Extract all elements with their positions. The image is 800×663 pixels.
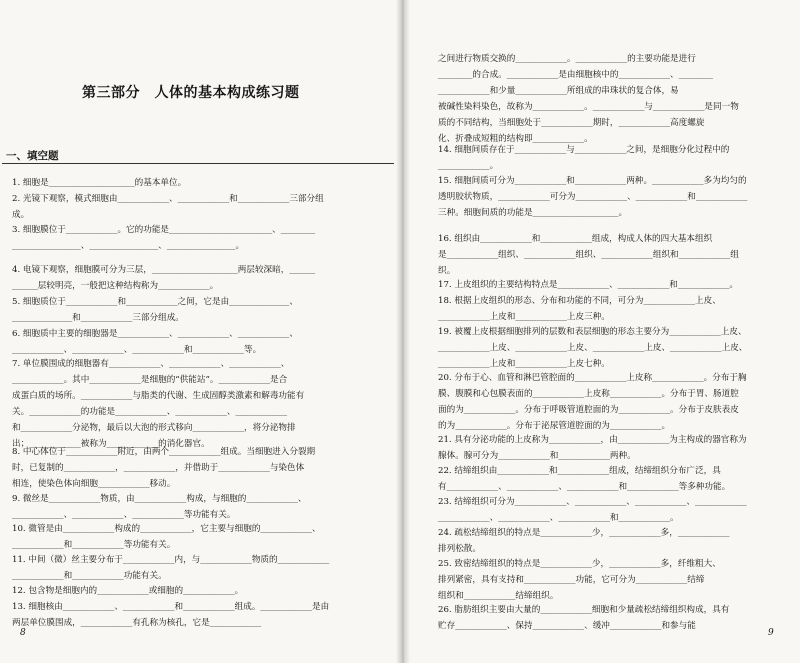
question-line: 成。 [12, 210, 30, 220]
question-line: 腺体。腺可分为____________和____________两种。 [438, 451, 636, 461]
heading-rule [2, 163, 394, 164]
question-item [438, 51, 739, 147]
question-line: 18. 根据上皮组织的形态、分布和功能的不同，可分为____________上皮、 [438, 296, 721, 306]
question-item [438, 231, 739, 279]
question-line: 3. 细胞膜位于____________。它的功能是________________________、________ [12, 225, 316, 235]
question-line: 之间进行物质交换的____________。____________的主要功能是进行 [438, 54, 696, 64]
question-line: 质的不同结构，当细胞处于____________期时，____________高度螺旋 [438, 118, 705, 128]
question-item [438, 556, 721, 604]
question-item [12, 326, 298, 358]
question-line: 8. 中心体位于____________附近，由两个____________组成。当细胞进入分裂期 [12, 447, 316, 457]
question-line: 24. 疏松结缔组织的特点是____________少，____________多，____________ [438, 528, 730, 538]
question-line: ________________、________________、________________。 [12, 241, 245, 251]
question-line: 2. 光镜下观察，模式细胞由____________、____________和____________三部分组 [12, 194, 324, 204]
question-line: 14. 细胞间质存在于____________与____________之间，是细胞分化过程中的 [438, 145, 730, 155]
question-line: 化、折叠成短粗的结构即____________。 [438, 134, 593, 144]
question-line: 贮存____________、保持____________、缓冲____________和参与能 [438, 621, 696, 631]
question-item [438, 602, 729, 634]
question-line: 关。____________的功能是____________、____________、____________ [12, 407, 288, 417]
question-line: 膜、腹膜和心包膜表面的____________上皮称____________。分布于胃、肠道腔 [438, 389, 739, 399]
question-line: 出；____________被称为____________的消化器官。 [12, 439, 210, 449]
question-line: 排列松散。 [438, 544, 481, 554]
question-line: 10. 微管是由____________构成的____________，它主要与细胞的____________、 [12, 524, 321, 534]
question-line: ____________。其中____________是细胞的“供能站”。____________是合 [12, 375, 288, 385]
question-line: 和____________分泌物，最后以大泡的形式移向____________，将分泌物排 [12, 423, 296, 433]
question-line: 17. 上皮组织的主要结构特点是____________、____________和____________。 [438, 280, 738, 290]
question-line: 组织和____________结缔组织。 [438, 591, 559, 601]
question-item [12, 583, 243, 599]
question-line: 排列紧密，具有支持和____________功能，它可分为____________结缔 [438, 575, 705, 585]
question-line: 25. 致密结缔组织的特点是____________少，____________多，纤维粗大、 [438, 559, 721, 569]
question-line: 透明胶状物质，____________可分为____________、____________和____________ [438, 192, 748, 202]
right-page [404, 0, 800, 663]
question-line: 11. 中间（微）丝主要分布于____________内，与____________物质的____________ [12, 555, 330, 565]
question-item [12, 262, 315, 294]
question-line: 7. 单位膜围成的细胞器有____________、____________、____________、 [12, 359, 290, 369]
question-line: 15. 细胞间质可分为____________和____________两种。____________多为均匀的 [438, 176, 747, 186]
question-line: ____________和____________功能有关。 [12, 571, 167, 581]
question-item [438, 370, 747, 434]
question-line: ____________。 [438, 161, 499, 171]
book-spine [396, 0, 410, 663]
question-line: 相连，使染色体向细胞____________移动。 [12, 479, 176, 489]
question-line: 23. 结缔组织可分为____________、____________、____________、____________ [438, 497, 747, 507]
question-item [12, 552, 329, 584]
question-item [12, 491, 307, 523]
question-item [12, 222, 315, 254]
question-line: ____________上皮和____________上皮三种。 [438, 312, 610, 322]
question-line: 1. 细胞是____________________的基本单位。 [12, 178, 187, 188]
question-line: 13. 细胞核由____________、____________和____________组成。____________是由 [12, 602, 330, 612]
question-item [12, 356, 304, 452]
question-line: 4. 电镜下观察，细胞膜可分为三层，____________________两层较深暗，______ [12, 265, 316, 275]
question-line: ______________和____________三部分组成。 [12, 313, 184, 323]
question-item [12, 191, 324, 223]
question-line: 被碱性染料染色，故称为____________。____________与____________是同一物 [438, 102, 739, 112]
question-line: ________的合成。____________是由细胞核中的____________、________ [438, 70, 714, 80]
question-item [12, 599, 329, 631]
question-item [438, 432, 747, 464]
question-item [12, 175, 186, 191]
question-line: 6. 细胞质中主要的细胞器是____________、____________、____________、 [12, 329, 298, 339]
part-title: 第三部分 人体的基本构成练习题 [82, 85, 300, 101]
question-line: ______层较明亮，一般把这种结构称为____________。 [12, 281, 219, 291]
question-line: 16. 组织由____________和____________组成，构成人体的四大基本组织 [438, 234, 713, 244]
question-line: ____________上皮、____________上皮、____________上皮、____________上皮、 [438, 343, 748, 353]
question-line: 21. 具有分泌功能的上皮称为____________，由____________为主构成的器官称为 [438, 435, 747, 445]
question-line: 时，已复制的____________，____________，并借助于____________与染色体 [12, 463, 305, 473]
question-line: ____________、____________、____________和____________。 [438, 513, 679, 523]
question-item [438, 494, 747, 526]
question-line: ____________上皮和____________上皮七种。 [438, 359, 610, 369]
question-item [438, 324, 747, 372]
question-line: 织。 [438, 266, 456, 276]
question-line: 19. 被覆上皮根据细胞排列的层数和表层细胞的形态主要分为____________上皮、 [438, 327, 747, 337]
question-item [438, 142, 729, 174]
question-line: ____________和少量____________所组成的串珠状的复合体，易 [438, 86, 679, 96]
page-number-left: 8 [20, 628, 26, 638]
question-line: 9. 微丝是____________物质，由____________构成，与细胞的____________、 [12, 494, 307, 504]
question-line: 5. 细胞质位于____________和____________之间，它是由______________、 [12, 297, 298, 307]
question-line: 有____________、____________、____________和____________等多种功能。 [438, 482, 731, 492]
question-line: ____________和____________等功能有关。 [12, 540, 176, 550]
page-number-right: 9 [768, 628, 774, 638]
question-line: 26. 脂肪组织主要由大量的____________细胞和少量疏松结缔组织构成，具有 [438, 605, 730, 615]
question-line: 的为____________。分布于泌尿管道腔面的为____________。 [438, 421, 671, 431]
question-item [12, 444, 315, 492]
question-line: 是____________组织、____________组织、____________组织和____________组 [438, 250, 739, 260]
question-item [438, 293, 721, 325]
question-line: 面的为____________。分布于呼吸管道腔面的为____________。分布于皮肤表皮 [438, 405, 739, 415]
question-line: ____________、____________、____________和____________等。 [12, 345, 262, 355]
question-line: 三种。细胞间质的功能是____________________。 [438, 208, 628, 218]
question-item [438, 463, 730, 495]
question-item [438, 277, 738, 293]
question-line: 成蛋白质的场所。____________与脂类的代谢、生成固醇类激素和解毒功能有 [12, 391, 305, 401]
section-heading: 一、填空题 [6, 150, 59, 162]
question-item [438, 525, 729, 557]
question-line: 22. 结缔组织由____________和____________组成，结缔组织分布广泛，具 [438, 466, 721, 476]
question-item [12, 294, 298, 326]
question-item [12, 521, 321, 553]
question-line: ____________、____________、____________等功能有关。 [12, 510, 236, 520]
question-line: 20. 分布于心、血管和淋巴管腔面的____________上皮称____________。分布于胸 [438, 373, 747, 383]
question-line: 两层单位膜围成，____________有孔称为核孔，它是____________ [12, 618, 262, 628]
question-item [438, 173, 747, 221]
question-line: 12. 包含物是细胞内的____________或细胞的____________。 [12, 586, 244, 596]
